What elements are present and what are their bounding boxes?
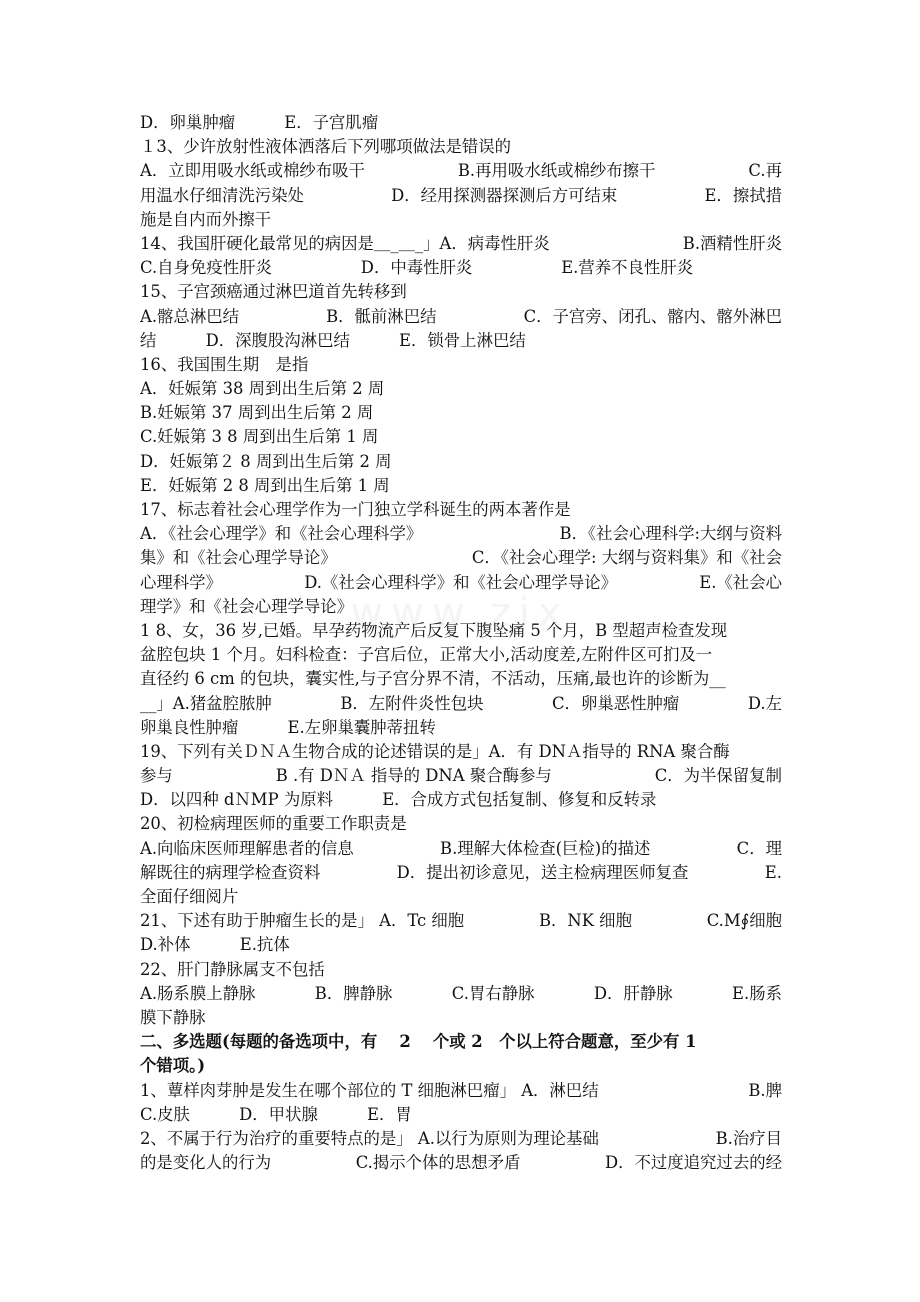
text-line — [140, 280, 782, 304]
text-segment: E.抗体 — [239, 935, 290, 955]
text-segment: D．经用探测器探测后方可结束 — [391, 185, 618, 205]
text-segment: 二、多选题(每题的备选项中，有 2 个或 2 个以上符合题意，至少有 1 — [140, 1032, 697, 1052]
text-segment: D.《社会心理科学》和《社会心理学导论》 — [304, 572, 617, 592]
text-line — [140, 401, 782, 425]
text-segment: 的是变化人的行为 — [140, 1153, 272, 1173]
text-line — [140, 1151, 782, 1175]
text-segment: B .有 DＮＡ 指导的 DNA 聚合酶参与 — [275, 766, 552, 786]
text-segment: 1、蕈样肉芽肿是发生在哪个部位的 T 细胞淋巴瘤」 A．淋巴结 — [140, 1080, 599, 1100]
text-line — [140, 716, 782, 740]
text-segment: 结 — [140, 330, 157, 350]
text-segment: C．为半保留复制 — [654, 766, 782, 786]
text-line — [140, 812, 782, 836]
text-segment: B．《社会心理科学:大纲与资料 — [559, 524, 782, 544]
text-segment: 15、子宫颈癌通过淋巴道首先转移到 — [140, 282, 407, 302]
text-segment: 解既往的病理学检查资料 — [140, 862, 321, 882]
text-segment: B.酒精性肝炎 — [682, 233, 782, 253]
text-line — [140, 1006, 782, 1030]
text-line — [140, 619, 782, 643]
text-line — [140, 353, 782, 377]
text-line — [140, 1103, 782, 1127]
text-line — [140, 643, 782, 667]
text-segment: C．卵巢恶性肿瘤 — [552, 693, 680, 713]
text-segment: C．子宫旁、闭孔、髂内、髂外淋巴 — [523, 306, 782, 326]
text-segment: 施是自内而外擦干 — [140, 209, 272, 229]
text-segment: D．深腹股沟淋巴结 — [205, 330, 350, 350]
text-line — [140, 933, 782, 957]
text-segment: 20、初检病理医师的重要工作职责是 — [140, 814, 407, 834]
text-segment: D．不过度追究过去的经 — [604, 1153, 782, 1173]
text-segment: C.皮肤 — [140, 1104, 190, 1124]
text-line — [140, 425, 782, 449]
text-segment: 盆腔包块 1 个月。妇科检查：子宫后位，正常大小,活动度差,左附件区可扪及一 — [140, 645, 713, 665]
text-segment: １3、少许放射性液体洒落后下列哪项做法是错误的 — [140, 137, 512, 157]
text-segment: 用温水仔细清洗污染处 — [140, 185, 304, 205]
text-segment: D．中毒性肝炎 — [360, 258, 473, 278]
text-segment: C.妊娠第 3 8 周到出生后第 1 周 — [140, 427, 379, 447]
text-segment: E．妊娠第 2 8 周到出生后第 1 周 — [140, 475, 390, 495]
text-segment: C.揭示个体的思想矛盾 — [355, 1153, 521, 1173]
text-segment: D．卵巢肿瘤 — [140, 113, 236, 132]
text-segment: B．左附件炎性包块 — [340, 693, 484, 713]
text-segment: __」A.猪盆腔脓肿 — [140, 693, 272, 713]
text-segment: E. — [764, 862, 782, 882]
text-segment: B．NK 细胞 — [538, 911, 632, 931]
text-segment: 16、我国围生期 是指 — [140, 354, 309, 374]
text-segment: E．胃 — [367, 1104, 412, 1124]
text-segment: C．《社会心理学: 大纲与资料集》和《社会 — [471, 548, 782, 568]
text-segment: D．提出初诊意见，送主检病理医师复查 — [396, 862, 689, 882]
text-line — [140, 1079, 782, 1103]
text-line — [140, 1030, 782, 1054]
text-line — [140, 256, 782, 280]
text-segment: D．以四种 dＮMP 为原料 — [140, 790, 333, 810]
text-line — [140, 667, 782, 691]
text-segment: A.向临床医师理解患者的信息 — [140, 838, 354, 858]
text-line — [140, 837, 782, 861]
text-segment: 全面仔细阅片 — [140, 887, 239, 906]
text-segment: E.营养不良性肝炎 — [561, 258, 694, 278]
text-line — [140, 329, 782, 353]
text-line — [140, 208, 782, 232]
text-segment: 17、标志着社会心理学作为一门独立学科诞生的两本著作是 — [140, 500, 571, 519]
text-line — [140, 861, 782, 885]
text-line — [140, 692, 782, 716]
text-segment: 1 8、女，36 岁,已婚。早孕药物流产后反复下腹坠痛 5 个月，B 型超声检查发现 — [140, 620, 728, 640]
text-segment: C.M∮细胞 — [706, 911, 782, 931]
text-segment: E.左卵巢囊肿蒂扭转 — [287, 717, 436, 737]
text-segment: A．立即用吸水纸或棉纱布吸干 — [140, 161, 365, 181]
text-line — [140, 377, 782, 401]
text-segment: D．妊娠第２ 8 周到出生后第 2 周 — [140, 451, 392, 471]
text-segment: 22、肝门静脉属支不包括 — [140, 959, 325, 979]
text-segment: 集》和《社会心理学导论》 — [140, 548, 337, 568]
text-segment: 理学》和《社会心理学导论》 — [140, 596, 354, 616]
text-segment: E．子宫肌瘤 — [284, 113, 379, 132]
text-segment: B.治疗目 — [715, 1128, 782, 1148]
text-segment: B．脾静脉 — [314, 983, 393, 1003]
text-line — [140, 909, 782, 933]
text-segment: E.《社会心 — [699, 572, 782, 592]
text-segment: B.脾 — [748, 1080, 782, 1100]
text-segment: A.髂总淋巴结 — [140, 306, 239, 326]
text-segment: B.再用吸水纸或棉纱布擦干 — [457, 161, 656, 181]
text-segment: 心理科学》 — [140, 572, 222, 592]
text-line — [140, 1054, 782, 1078]
text-segment: C．理 — [736, 838, 782, 858]
text-line — [140, 450, 782, 474]
text-line — [140, 522, 782, 546]
text-segment: E．擦拭措 — [704, 185, 782, 205]
text-line — [140, 764, 782, 788]
text-segment: B．骶前淋巴结 — [326, 306, 437, 326]
text-segment: E．锁骨上淋巴结 — [399, 330, 526, 350]
text-line — [140, 232, 782, 256]
text-line — [140, 305, 782, 329]
text-line — [140, 958, 782, 982]
text-line — [140, 135, 782, 159]
text-line — [140, 885, 782, 909]
text-line — [140, 498, 782, 522]
text-segment: 参与 — [140, 766, 173, 786]
text-segment: A．《社会心理学》和《社会心理科学》 — [140, 524, 423, 544]
text-segment: D.补体 — [140, 935, 191, 955]
text-segment: E．合成方式包括复制、修复和反转录 — [382, 790, 657, 810]
text-segment: 直径约 6 cm 的包块，囊实性,与子宫分界不清，不活动，压痛,最也许的诊断为__ — [140, 669, 726, 689]
text-segment: C.自身免疫性肝炎 — [140, 258, 272, 278]
text-segment: 19、下列有关ＤＮＡ生物合成的论述错误的是」A．有 DNＡ指导的 RNA 聚合酶 — [140, 741, 730, 761]
document-body — [140, 111, 782, 1175]
text-segment: 膜下静脉 — [140, 1007, 206, 1027]
text-line — [140, 1127, 782, 1151]
text-line — [140, 474, 782, 498]
text-segment: 21、下述有助于肿瘤生长的是」 A．Tc 细胞 — [140, 911, 465, 931]
text-line — [140, 595, 782, 619]
text-line — [140, 982, 782, 1006]
text-segment: E.肠系 — [732, 983, 782, 1003]
text-segment: 卵巢良性肿瘤 — [140, 717, 239, 737]
text-segment: B.理解大体检查(巨检)的描述 — [440, 838, 651, 858]
text-segment: D．肝静脉 — [593, 983, 673, 1003]
text-line — [140, 571, 782, 595]
text-line — [140, 740, 782, 764]
text-segment: A.肠系膜上静脉 — [140, 983, 256, 1003]
text-segment: A．妊娠第 38 周到出生后第 2 周 — [140, 379, 385, 399]
text-segment: 14、我国肝硬化最常见的病因是＿_＿_」A．病毒性肝炎 — [140, 233, 550, 253]
text-segment: D．甲状腺 — [239, 1104, 318, 1124]
text-line — [140, 184, 782, 208]
text-segment: 个错项。) — [140, 1056, 206, 1076]
text-line — [140, 159, 782, 183]
text-line — [140, 111, 782, 135]
text-segment: C.再 — [748, 161, 782, 181]
text-segment: B.妊娠第 37 周到出生后第 2 周 — [140, 403, 374, 423]
text-segment: C.胃右静脉 — [451, 983, 535, 1003]
text-segment: 2、不属于行为治疗的重要特点的是」 A.以行为原则为理论基础 — [140, 1128, 599, 1148]
text-line — [140, 788, 782, 812]
text-segment: D.左 — [747, 693, 782, 713]
text-line — [140, 546, 782, 570]
